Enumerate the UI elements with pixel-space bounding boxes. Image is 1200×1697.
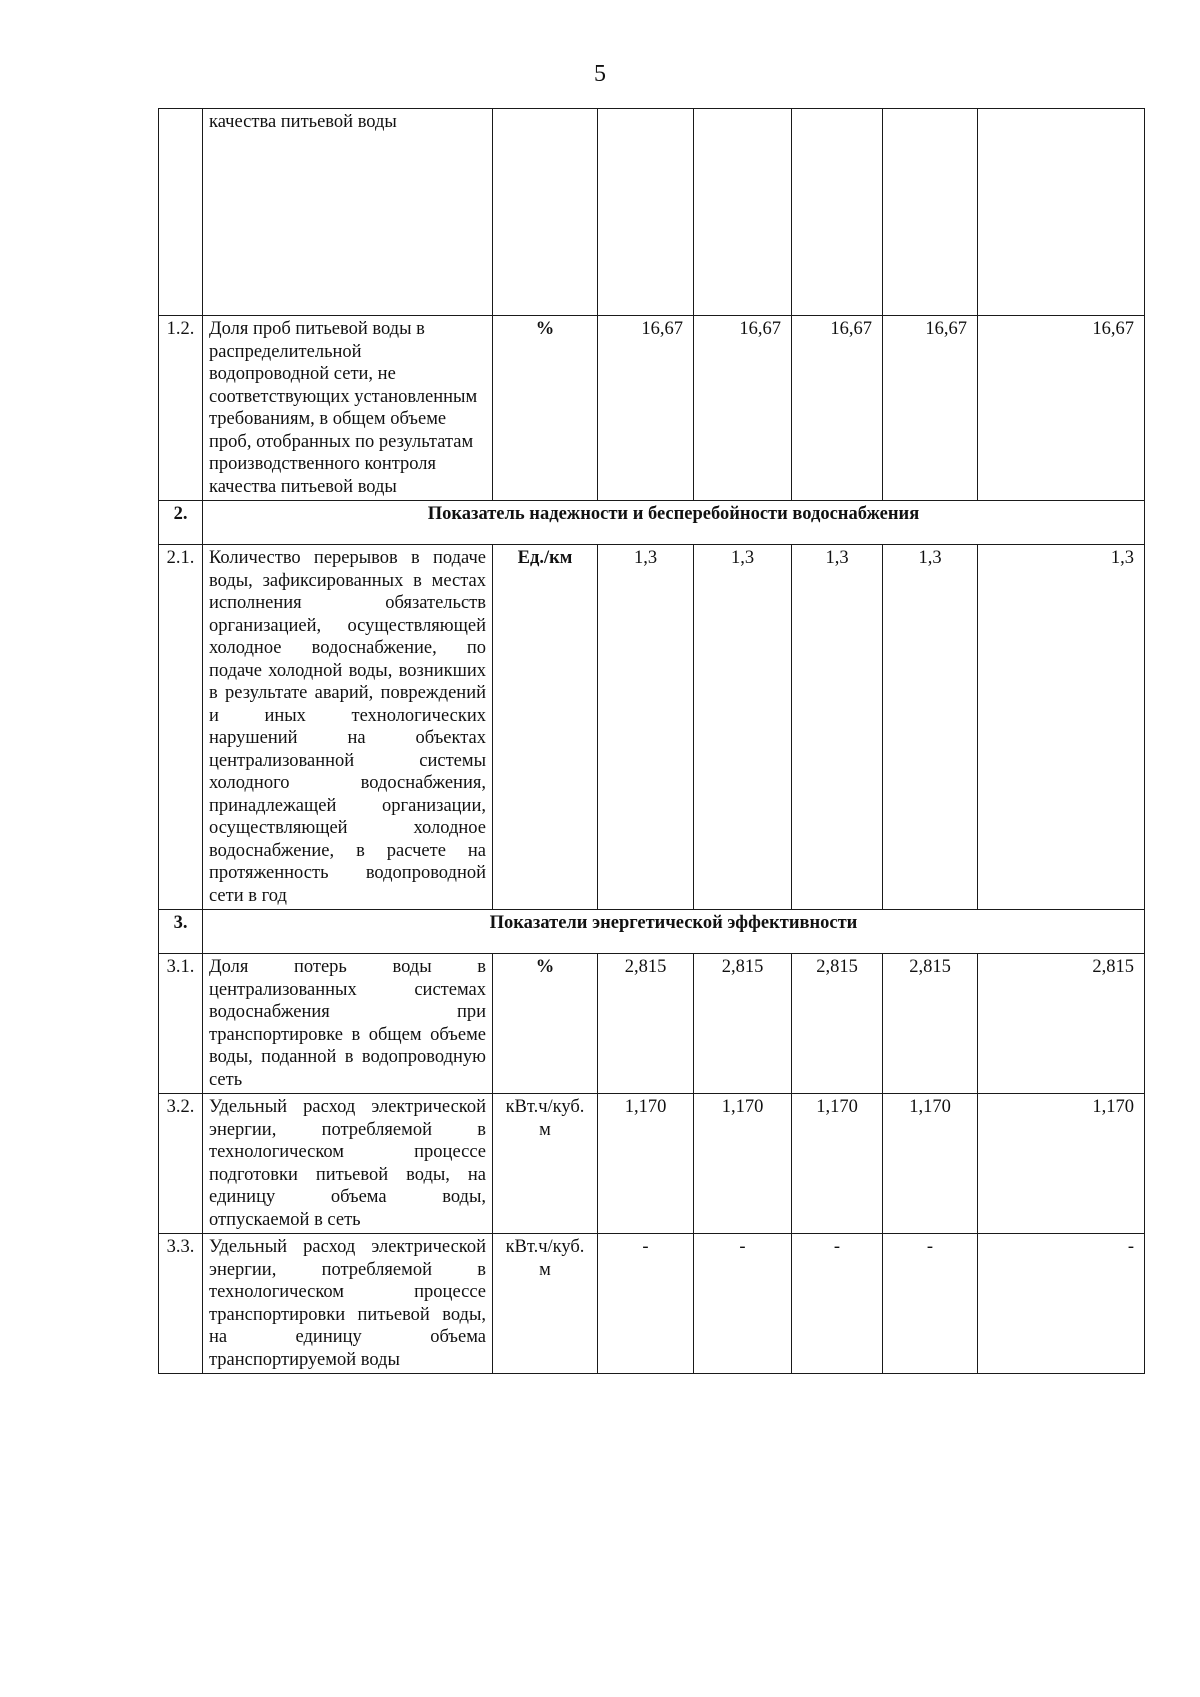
value-cell: 1,170 <box>694 1094 792 1234</box>
unit-cell: кВт.ч/куб. м <box>493 1094 598 1234</box>
value-cell: 16,67 <box>978 316 1145 501</box>
section-title: Показатель надежности и бесперебойности водоснабжения <box>203 501 1145 545</box>
value-cell: 16,67 <box>694 316 792 501</box>
table-row-3-1 <box>159 954 1145 1094</box>
value-cell: 1,3 <box>694 545 792 910</box>
row-number: 3.1. <box>159 954 203 1094</box>
value-cell: 1,3 <box>883 545 978 910</box>
row-description: Количество перерывов в подаче воды, зафиксированных в местах исполнения обязательств организацией, осуществляющей холодное водоснабжение, по подаче холодной воды, возникших в результате аварий, повреждений и иных технологических нарушений на объектах централизованной системы холодного водоснабжения, принадлежащей организации, осуществляющей холодное водоснабжение, в расчете на протяженность водопроводной сети в год <box>203 545 493 910</box>
value-cell: - <box>792 1234 883 1374</box>
value-cell: 1,170 <box>978 1094 1145 1234</box>
row-number: 1.2. <box>159 316 203 501</box>
value-cell: 2,815 <box>598 954 694 1094</box>
section-row-3 <box>159 910 1145 954</box>
value-cell <box>883 109 978 316</box>
value-cell: 2,815 <box>694 954 792 1094</box>
table-row-2-1 <box>159 545 1145 910</box>
value-cell: 1,170 <box>598 1094 694 1234</box>
row-number: 3.2. <box>159 1094 203 1234</box>
row-number-cell <box>159 109 203 316</box>
unit-cell: % <box>493 954 598 1094</box>
row-description: Удельный расход электрической энергии, потребляемой в технологическом процессе подготовки питьевой воды, на единицу объема воды, отпускаемой в сеть <box>203 1094 493 1234</box>
value-cell: - <box>883 1234 978 1374</box>
value-cell: 16,67 <box>598 316 694 501</box>
value-cell <box>598 109 694 316</box>
row-number: 3.3. <box>159 1234 203 1374</box>
value-cell: 2,815 <box>978 954 1145 1094</box>
unit-cell: кВт.ч/куб. м <box>493 1234 598 1374</box>
value-cell: 2,815 <box>883 954 978 1094</box>
value-cell <box>694 109 792 316</box>
row-number: 2.1. <box>159 545 203 910</box>
value-cell: 1,170 <box>792 1094 883 1234</box>
unit-cell <box>493 109 598 316</box>
row-description: Доля проб питьевой воды в распределительной водопроводной сети, не соответствующих установленным требованиям, в общем объеме проб, отобранных по результатам производственного контроля качества питьевой воды <box>203 316 493 501</box>
unit-cell: % <box>493 316 598 501</box>
value-cell: 1,3 <box>978 545 1145 910</box>
row-description: Удельный расход электрической энергии, потребляемой в технологическом процессе транспортировки питьевой воды, на единицу объема транспортируемой воды <box>203 1234 493 1374</box>
row-description: качества питьевой воды <box>203 109 493 316</box>
table-row-3-3 <box>159 1234 1145 1374</box>
value-cell: - <box>978 1234 1145 1374</box>
table-row-1-1-continued <box>159 109 1145 316</box>
row-description: Доля потерь воды в централизованных системах водоснабжения при транспортировке в общем объеме воды, поданной в водопроводную сеть <box>203 954 493 1094</box>
value-cell <box>792 109 883 316</box>
value-cell: 16,67 <box>792 316 883 501</box>
value-cell: 2,815 <box>792 954 883 1094</box>
section-number: 3. <box>159 910 203 954</box>
section-title: Показатели энергетической эффективности <box>203 910 1145 954</box>
table-row-1-2 <box>159 316 1145 501</box>
table-row-3-2 <box>159 1094 1145 1234</box>
value-cell: 1,3 <box>598 545 694 910</box>
value-cell: 1,3 <box>792 545 883 910</box>
page-number: 5 <box>594 61 606 87</box>
value-cell: - <box>598 1234 694 1374</box>
section-row-2 <box>159 501 1145 545</box>
section-number: 2. <box>159 501 203 545</box>
indicators-table <box>158 108 1145 1374</box>
value-cell: - <box>694 1234 792 1374</box>
value-cell: 1,170 <box>883 1094 978 1234</box>
value-cell <box>978 109 1145 316</box>
value-cell: 16,67 <box>883 316 978 501</box>
unit-cell: Ед./км <box>493 545 598 910</box>
